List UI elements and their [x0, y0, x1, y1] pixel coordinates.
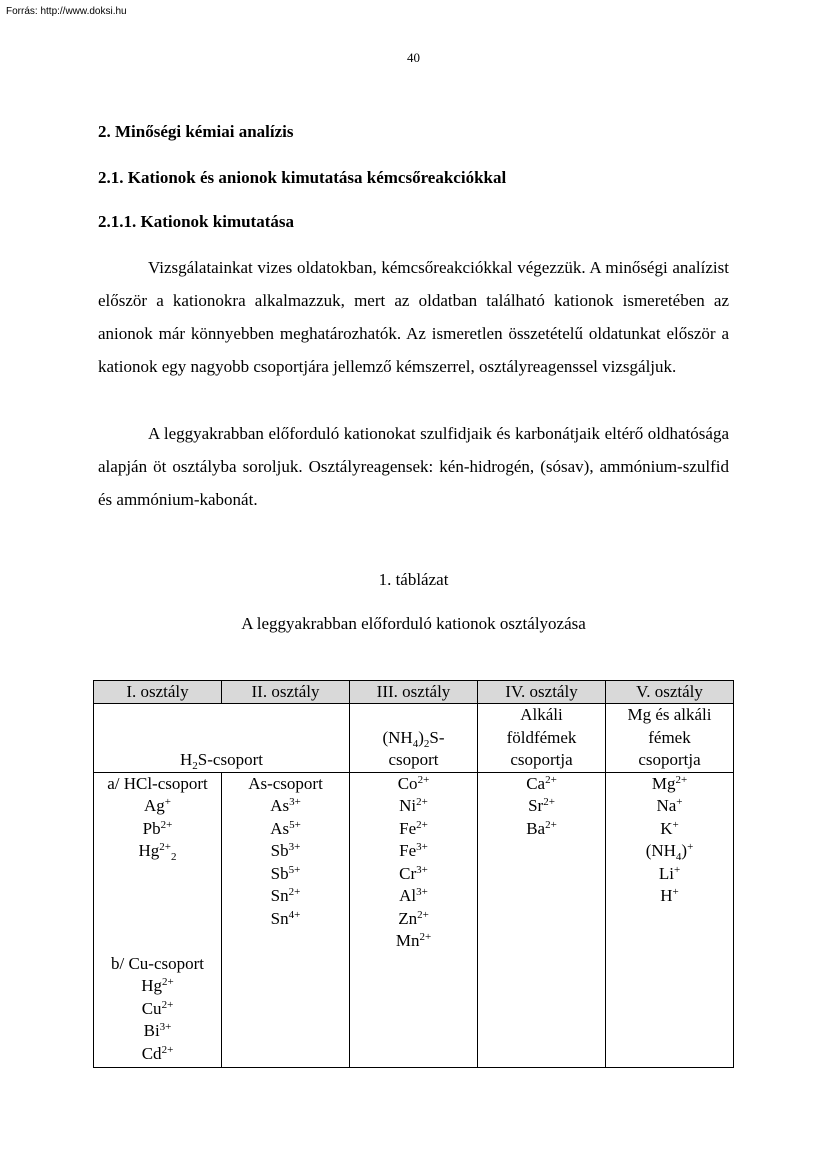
ion: $Ba^{2+}$ — [526, 818, 557, 838]
ion: Ag+ — [144, 796, 171, 815]
table-group-row — [94, 704, 734, 773]
ion: $Cd^{2+}$ — [141, 1043, 174, 1063]
subgroup-label: a/ HCl-csoport — [107, 773, 208, 793]
column-class-2 — [222, 772, 350, 1067]
group-mg-alkali: Mg és alkáli fémek csoportja — [606, 704, 734, 773]
table-number: 1. táblázat — [378, 570, 449, 589]
ion: $Sn^{2+}$ — [270, 886, 301, 905]
heading-subsection: 2.1. Kationok és anionok kimutatása kémcsőreakciókkal — [98, 168, 507, 187]
group-alkaline-earth: Alkáli földfémek csoportja — [478, 704, 606, 773]
header-class-4: IV. osztály — [478, 681, 606, 704]
table-body-row — [94, 772, 734, 1067]
group-h2s: $H_2S$-csoport — [94, 704, 350, 773]
table-title: A leggyakrabban előforduló kationok osztályozása — [241, 614, 586, 633]
table-header-row — [94, 681, 734, 704]
ion: $Ni^{2+}$ — [399, 796, 428, 815]
column-class-5 — [606, 772, 734, 1067]
heading-section: 2. Minőségi kémiai analízis — [98, 122, 294, 141]
ion: H+ — [660, 886, 679, 905]
source-note: Forrás: http://www.doksi.hu — [6, 6, 127, 17]
header-class-5: V. osztály — [606, 681, 734, 704]
ion: $Pb^{2+}$ — [142, 818, 173, 838]
ion: $Ca^{2+}$ — [526, 773, 557, 793]
header-class-2: II. osztály — [222, 681, 350, 704]
group-nh4s: $(NH_4)_2S-$ csoport — [350, 704, 478, 773]
ion: Li+ — [658, 863, 681, 883]
header-class-1: I. osztály — [94, 681, 222, 704]
ion: $Mn^{2+}$ — [395, 931, 432, 950]
ion: $Mg^{2+}$ — [651, 773, 688, 793]
ion: $Hg^{2+}$ — [141, 976, 174, 995]
ion: $Cu^{2+}$ — [141, 998, 174, 1018]
column-class-4 — [478, 772, 606, 1067]
ion: $Co^{2+}$ — [397, 773, 430, 793]
ion: $Zn^{2+}$ — [398, 908, 429, 928]
page-number: 40 — [407, 50, 420, 65]
subgroup-label: b/ Cu-csoport — [110, 953, 205, 973]
ion: K+ — [660, 818, 679, 838]
ion: $Sr^{2+}$ — [528, 796, 555, 815]
ion: $As^{3+}$ — [270, 796, 301, 815]
header-class-3: III. osztály — [350, 681, 478, 704]
ion: $Sn^{4+}$ — [270, 908, 301, 928]
ion: Na+ — [656, 796, 683, 815]
ion: $Bi^{3+}$ — [143, 1021, 172, 1040]
ion: $Cr^{3+}$ — [399, 863, 428, 883]
ion: $Sb^{3+}$ — [270, 841, 301, 860]
subgroup-label: As-csoport — [248, 773, 323, 793]
ion: $Fe^{2+}$ — [399, 818, 428, 838]
ion: $(NH_4)^+$ — [645, 841, 694, 863]
column-class-3 — [350, 772, 478, 1067]
paragraph-2: A leggyakrabban előforduló kationokat szulfidjaik és karbonátjaik eltérő oldhatósága alapján öt osztályba soroljuk. Osztályreagensek: kén-hidrogén, (sósav), ammónium-szulfid és ammónium-kabonát. — [98, 424, 729, 509]
heading-subsubsection: 2.1.1. Kationok kimutatása — [98, 212, 294, 231]
ion: $Hg^{2+}_2$ — [138, 841, 177, 863]
ion: $As^{5+}$ — [270, 818, 301, 838]
paragraph-1: Vizsgálatainkat vizes oldatokban, kémcsőreakciókkal végezzük. A minőségi analízist először a kationokra alkalmazzuk, mert az oldatban található kationok ismeretében az anionok már könnyebben meghatározhatók. Az ismeretlen összetételű oldatunkat először a kationok egy nagyobb csoportjára jellemző kémszerrel, osztályreagenssel vizsgáljuk. — [98, 258, 729, 376]
column-class-1 — [94, 772, 222, 1067]
ion: $Al^{3+}$ — [399, 886, 428, 905]
ion: $Sb^{5+}$ — [270, 863, 301, 883]
ion: $Fe^{3+}$ — [399, 841, 428, 860]
cation-classes-table — [93, 680, 734, 1068]
